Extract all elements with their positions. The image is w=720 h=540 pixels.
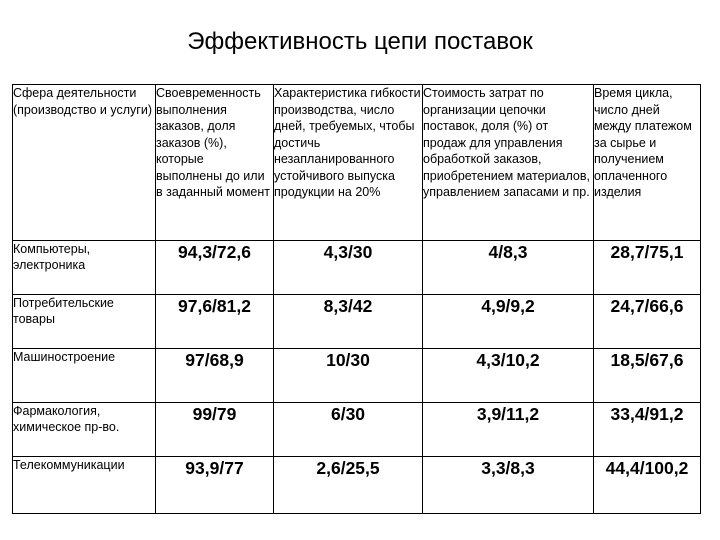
table-row (13, 295, 701, 349)
table-cell: 24,7/66,6 (594, 295, 701, 349)
row-label: Потребительские товары (13, 295, 156, 349)
table-cell: 94,3/72,6 (156, 241, 274, 295)
table-row (13, 241, 701, 295)
table-cell: 33,4/91,2 (594, 403, 701, 457)
table-cell: 4,3/30 (274, 241, 423, 295)
table-cell: 99/79 (156, 403, 274, 457)
table-cell: 4,3/10,2 (423, 349, 594, 403)
table-cell: 3,3/8,3 (423, 457, 594, 514)
header-flexibility: Характеристика гибкости производства, число дней, требуемых, чтобы достичь незапланированного устойчивого выпуска продукции на 20% (274, 85, 423, 241)
table-cell: 6/30 (274, 403, 423, 457)
header-cost: Стоимость затрат по организации цепочки поставок, доля (%) от продаж для управления обработкой заказов, приобретением материалов, управлением запасами и пр. (423, 85, 594, 241)
header-row (13, 85, 701, 241)
table-row (13, 349, 701, 403)
table-cell: 2,6/25,5 (274, 457, 423, 514)
table-cell: 3,9/11,2 (423, 403, 594, 457)
header-sphere: Сфера деятельности (производство и услуги) (13, 85, 156, 241)
table-cell: 10/30 (274, 349, 423, 403)
table-cell: 97/68,9 (156, 349, 274, 403)
row-label: Машиностроение (13, 349, 156, 403)
table-cell: 97,6/81,2 (156, 295, 274, 349)
table-row (13, 457, 701, 514)
table-cell: 28,7/75,1 (594, 241, 701, 295)
table-cell: 4,9/9,2 (423, 295, 594, 349)
row-label: Телекоммуникации (13, 457, 156, 514)
row-label: Компьютеры, электроника (13, 241, 156, 295)
table-cell: 4/8,3 (423, 241, 594, 295)
page-title: Эффективность цепи поставок (187, 28, 533, 55)
header-cycle-time: Время цикла, число дней между платежом за сырье и получением оплаченного изделия (594, 85, 701, 241)
table-cell: 93,9/77 (156, 457, 274, 514)
supply-chain-table (12, 84, 701, 514)
table-cell: 8,3/42 (274, 295, 423, 349)
header-timeliness: Своевременность выполнения заказов, доля заказов (%), которые выполнены до или в заданный момент (156, 85, 274, 241)
row-label: Фармакология, химическое пр-во. (13, 403, 156, 457)
table-row (13, 403, 701, 457)
table-cell: 18,5/67,6 (594, 349, 701, 403)
table-cell: 44,4/100,2 (594, 457, 701, 514)
